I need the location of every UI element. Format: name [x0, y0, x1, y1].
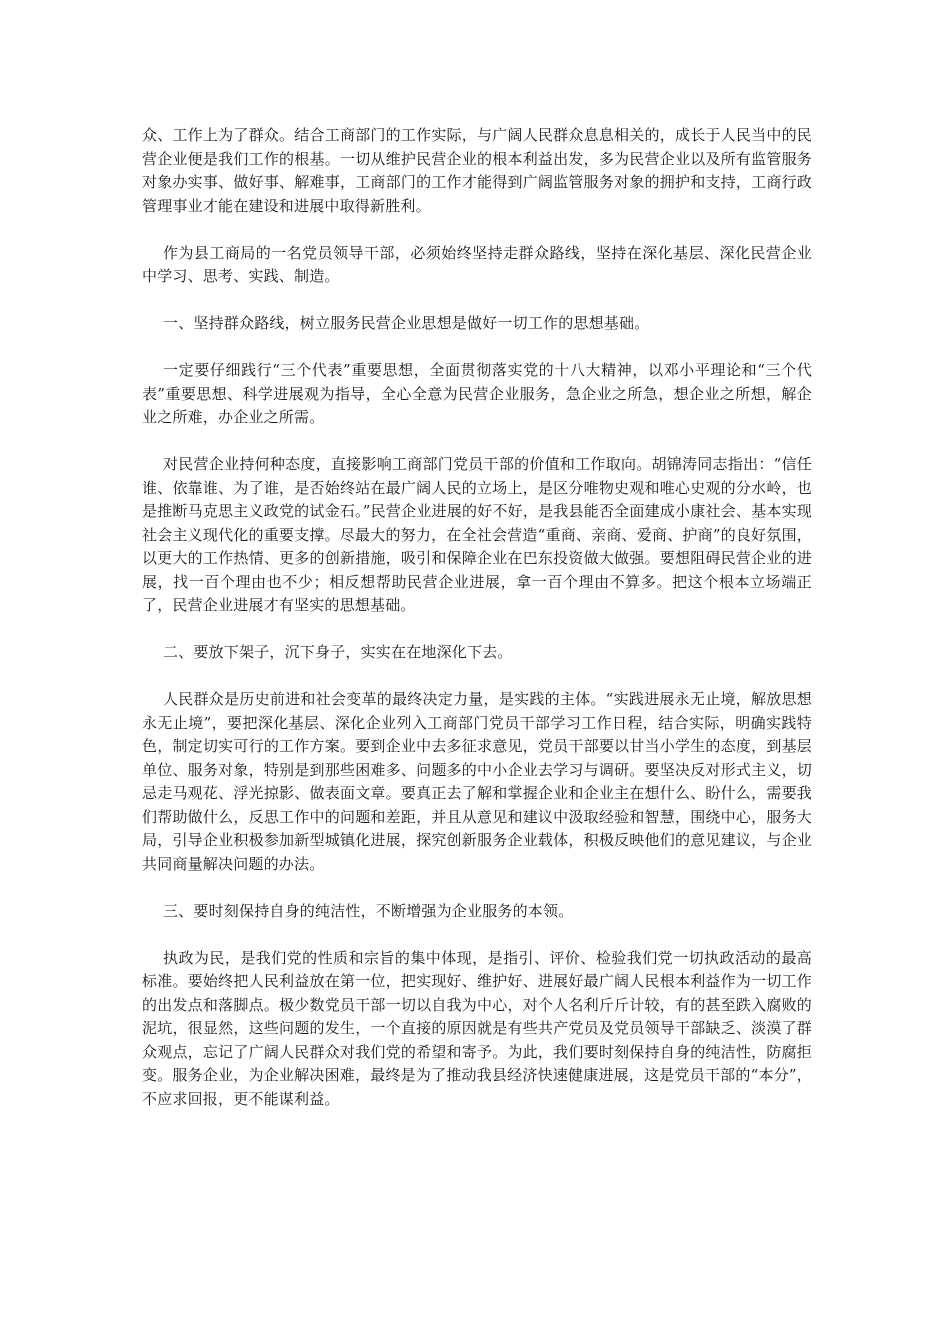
section-heading-2: 二、要放下架子，沉下身子，实实在在地深化下去。: [163, 643, 513, 661]
paragraph-2: 作为县工商局的一名党员领导干部，必须始终坚持走群众路线，坚持在深化基层、深化民营企业中学习、思考、实践、制造。: [142, 243, 812, 285]
section-heading-3: 三、要时刻保持自身的纯洁性，不断增强为企业服务的本领。: [163, 901, 574, 920]
section-heading-1: 一、坚持群众路线，树立服务民营企业思想是做好一切工作的思想基础。: [163, 314, 650, 332]
paragraph-6: 执政为民，是我们党的性质和宗旨的集中体现，是指引、评价、检验我们党一切执政活动的最高标准。要始终把人民利益放在第一位，把实现好、维护好、进展好最广阔人民根本利益作为一切工作的出发点和落脚点。极少数党员干部一切以自我为中心，对个人名利斤斤计较，有的甚至跌入腐败的泥坑，很显然，这些问题的发生，一个直接的原因就是有些共产党员及党员领导干部缺乏、淡漠了群众观点，忘记了广阔人民群众对我们党的希望和寄予。为此，我们要时刻保持自身的纯洁性，防腐拒变。服务企业，为企业解决困难，最终是为了推动我县经济快速健康进展，这是党员干部的“本分”，不应求回报，更不能谋利益。: [142, 948, 812, 1108]
paragraph-1: 众、工作上为了群众。结合工商部门的工作实际，与广阔人民群众息息相关的，成长于人民当中的民营企业便是我们工作的根基。一切从维护民营企业的根本利益出发，多为民营企业以及所有监管服务对象办实事、做好事、解难事，工商部门的工作才能得到广阔监管服务对象的拥护和支持，工商行政管理事业才能在建设和进展中取得新胜利。: [142, 126, 812, 215]
paragraph-5: 人民群众是历史前进和社会变革的最终决定力量，是实践的主体。“实践进展永无止境，解放思想永无止境”，要把深化基层、深化企业列入工商部门党员干部学习工作日程，结合实际，明确实践特色，制定切实可行的工作方案。要到企业中去多征求意见，党员干部要以甘当小学生的态度，到基层单位、服务对象，特别是到那些困难多、问题多的中小企业去学习与调研。要坚决反对形式主义，切忌走马观花、浮光掠影、做表面文章。要真正去了解和掌握企业和企业主在想什么、盼什么，需要我们帮助做什么，反思工作中的问题和差距，并且从意见和建议中汲取经验和智慧，围绕中心，服务大局，引导企业积极参加新型城镇化进展，探究创新服务企业载体，积极反映他们的意见建议，与企业共同商量解决问题的办法。: [142, 690, 812, 873]
paragraph-4: 对民营企业持何种态度，直接影响工商部门党员干部的价值和工作取向。胡锦涛同志指出：“信任谁、依靠谁、为了谁，是否始终站在最广阔人民的立场上，是区分唯物史观和唯心史观的分水岭，也是推断马克思主义政党的试金石。”民营企业进展的好不好，是我县能否全面建成小康社会、基本实现社会主义现代化的重要支撑。尽最大的努力，在全社会营造“重商、亲商、爱商、护商”的良好氛围，以更大的工作热情、更多的创新措施，吸引和保障企业在巴东投资做大做强。要想阻碍民营企业的进展，找一百个理由也不少；相反想帮助民营企业进展，拿一百个理由不算多。把这个根本立场端正了，民营企业进展才有坚实的思想基础。: [142, 455, 812, 614]
paragraph-3: 一定要仔细践行“三个代表”重要思想，全面贯彻落实党的十八大精神，以邓小平理论和“三个代表”重要思想、科学进展观为指导，全心全意为民营企业服务，急企业之所急，想企业之所想，解企业之所难，办企业之所需。: [142, 361, 812, 426]
document-body: [142, 124, 812, 1135]
